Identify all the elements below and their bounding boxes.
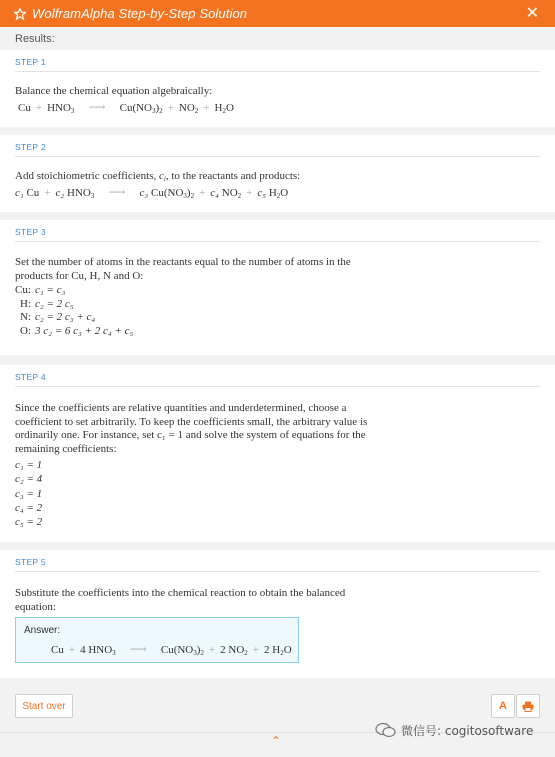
step-label: STEP 4 <box>15 372 46 382</box>
title-bar <box>0 0 555 27</box>
step-text: Add stoichiometric coefficients, $c_i$, to the reactants and products: <box>15 170 301 183</box>
divider <box>15 156 540 157</box>
step-text: Substitute the coefficients into the chemical reaction to obtain the balanced equation: <box>15 587 346 613</box>
chemical-equation <box>18 100 234 115</box>
atom-equation-o: O: 3 c₂ = 6 c₃ + 2 c₄ + c₅ <box>20 324 134 337</box>
step-4-panel <box>0 365 555 542</box>
step-label: STEP 2 <box>15 142 46 152</box>
text-size-button[interactable]: A <box>491 694 515 718</box>
solution-c3: c₃ = 1 <box>15 487 43 500</box>
solution-c2: c₂ = 4 <box>15 473 43 486</box>
step-2-panel <box>0 135 555 212</box>
arrow-icon: ⟶ <box>108 185 126 199</box>
solution-c1: c₁ = 1 <box>15 459 43 471</box>
step-text: Set the number of atoms in the reactants equal to the number of atoms in the products for Cu, H, N and O: <box>15 256 351 282</box>
step-text: Balance the chemical equation algebraically: <box>15 85 213 97</box>
chevron-up-icon[interactable]: ⌃ <box>271 734 282 748</box>
atom-equation-h: H: c₂ = 2 c₅ <box>20 297 74 310</box>
print-button[interactable] <box>516 694 540 718</box>
solutions-list <box>15 458 42 529</box>
chemical-equation-with-coefficients: c₁ Cu + c₂ $HNO_3$ ⟶ c₃ $Cu(NO_3)_2 + c_4$ $NO_2 + c_5$ $H_2O$ <box>15 185 289 200</box>
step-label: STEP 5 <box>15 557 46 567</box>
step-1-panel <box>0 50 555 127</box>
atom-equations <box>15 284 133 338</box>
window-title: WolframAlpha Step-by-Step Solution <box>32 6 248 21</box>
wolfram-logo-icon <box>14 8 26 20</box>
solution-c5: c₅ = 2 <box>15 516 43 529</box>
atom-equation-n: N: c₂ = 2 c₃ + c₄ <box>20 311 96 324</box>
step-text: Since the coefficients are relative quantities and underdetermined, choose a coefficient to set arbitrarily. To keep the coefficients small, the arbitrary value is ordinarily one. For instance, set c₁ = 1 and solve the system of equations for the remaining coefficients: <box>15 402 368 455</box>
plus-sign: + <box>167 102 174 114</box>
divider <box>15 571 540 572</box>
balanced-equation: Cu + 4 $HNO_3$ ⟶ $Cu(NO_3)_2 + 2$ $NO_2 + 2$ $H_2O$ <box>51 642 292 657</box>
answer-label: Answer: <box>24 625 61 636</box>
product-cuno32: $Cu(NO_3)_2$ <box>119 102 163 115</box>
step-label: STEP 3 <box>15 227 46 237</box>
print-icon <box>522 701 534 712</box>
answer-box <box>15 617 299 663</box>
reactant-hno3: $HNO_3$ <box>47 102 75 115</box>
solution-c4: c₄ = 2 <box>15 501 43 514</box>
arrow-icon: ⟶ <box>88 100 106 114</box>
divider <box>15 386 540 387</box>
wechat-logo-icon <box>375 722 397 738</box>
product-h2o: $H_2O$ <box>214 102 234 115</box>
product-no2: $NO_2$ <box>178 102 199 115</box>
step-5-panel <box>0 550 555 678</box>
results-label: Results: <box>15 33 55 45</box>
atom-equation-cu: Cu: c₁ = c₃ <box>15 284 66 296</box>
plus-sign: + <box>35 102 43 114</box>
divider <box>15 241 540 242</box>
close-icon[interactable]: ✕ <box>525 3 539 22</box>
start-over-button[interactable]: Start over <box>15 694 73 718</box>
reactant-cu: Cu <box>18 102 31 114</box>
divider <box>15 71 540 72</box>
step-label: STEP 1 <box>15 57 46 67</box>
plus-sign: + <box>203 102 210 114</box>
arrow-icon: ⟶ <box>129 642 147 656</box>
watermark: 微信号: cogitosoftware <box>375 722 533 739</box>
step-3-panel <box>0 220 555 355</box>
